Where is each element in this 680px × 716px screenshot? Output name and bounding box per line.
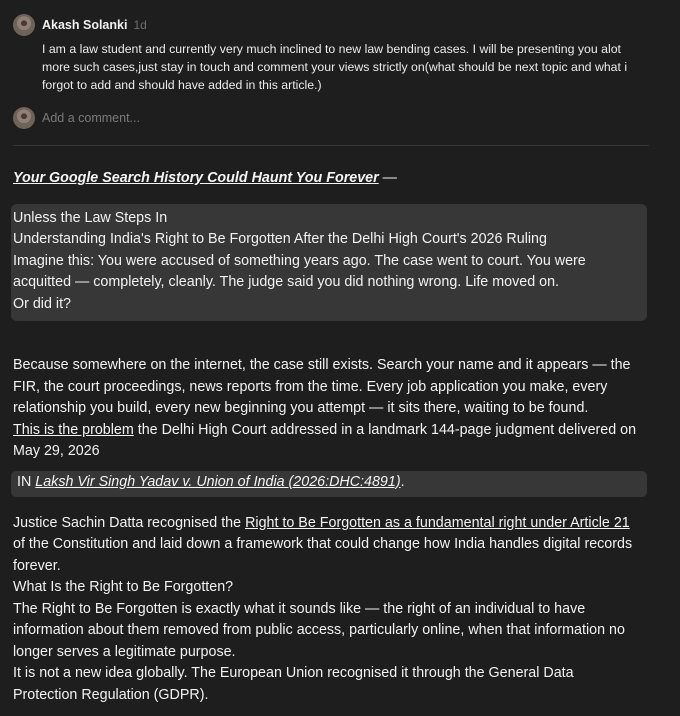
- body-line: information about them removed from public access, particularly online, when that information no: [13, 622, 625, 638]
- justice-line: [13, 513, 645, 535]
- comment-line: I am a law student and currently very much inclined to new law bending cases. I will be presenting you alot: [42, 42, 621, 56]
- section-heading: What Is the Right to Be Forgotten?: [13, 579, 234, 595]
- headline-suffix: —: [378, 170, 397, 186]
- author-avatar[interactable]: [13, 14, 35, 36]
- para-line: relationship you build, every new beginning you attempt — it sits there, waiting to be found.: [13, 400, 589, 416]
- comment-time: 1d: [133, 18, 147, 32]
- callout-line: Unless the Law Steps In: [13, 209, 168, 226]
- user-avatar: [13, 107, 35, 129]
- problem-link[interactable]: This is the problem: [13, 421, 134, 438]
- callout-line: acquitted — completely, cleanly. The judge said you did nothing wrong. Life moved on.: [13, 274, 559, 290]
- add-comment-input[interactable]: [42, 111, 342, 125]
- case-suffix: .: [400, 473, 405, 490]
- problem-rest: the Delhi High Court addressed in a landmark 144-page judgment delivered on: [133, 421, 637, 438]
- case-link[interactable]: Laksh Vir Singh Yadav v. Union of India (2026:DHC:4891): [35, 473, 401, 490]
- body-line: of the Constitution and laid down a framework that could change how India handles digital records: [13, 536, 633, 552]
- case-citation-box: [11, 471, 647, 497]
- body-line: Protection Regulation (GDPR).: [13, 686, 209, 703]
- author-name[interactable]: Akash Solanki: [42, 18, 128, 32]
- callout-line: Or did it?: [13, 295, 72, 312]
- callout-line: Imagine this: You were accused of something years ago. The case went to court. You were: [13, 252, 586, 269]
- divider: [13, 145, 649, 146]
- article-body: [13, 168, 645, 706]
- intro-paragraph: [13, 355, 645, 463]
- comment-text: [42, 41, 642, 94]
- justice-prefix: Justice Sachin Datta recognised the: [13, 514, 246, 531]
- body-line: forever.: [13, 557, 61, 574]
- body-line: The Right to Be Forgotten is exactly what it sounds like — the right of an individual to have: [13, 600, 586, 617]
- para-line: FIR, the court proceedings, news reports from the time. Every job application you make, every: [13, 378, 608, 395]
- comment-header: [13, 14, 653, 36]
- body-paragraph: [13, 513, 645, 707]
- add-comment-row: [13, 107, 342, 129]
- para-line: Because somewhere on the internet, the case still exists. Search your name and it appears — the: [13, 357, 631, 373]
- callout-line: Understanding India's Right to Be Forgotten After the Delhi High Court's 2026 Ruling: [13, 231, 547, 247]
- comment: [13, 14, 653, 94]
- headline-link[interactable]: Your Google Search History Could Haunt You Forever: [13, 170, 379, 186]
- callout-block: [11, 204, 647, 322]
- body-line: It is not a new idea globally. The European Union recognised it through the General Data: [13, 665, 574, 681]
- article21-link[interactable]: Right to Be Forgotten as a fundamental right under Article 21: [245, 514, 630, 531]
- article-headline: [13, 168, 645, 190]
- comment-line: more such cases,just stay in touch and comment your views strictly on(what should be next topic and what i: [42, 59, 628, 74]
- body-line: longer serves a legitimate purpose.: [13, 643, 236, 660]
- case-prefix: IN: [17, 473, 36, 490]
- date-line: May 29, 2026: [13, 443, 100, 459]
- problem-line: [13, 420, 645, 442]
- comment-line: forgot to add and should have added in this article.): [42, 77, 322, 92]
